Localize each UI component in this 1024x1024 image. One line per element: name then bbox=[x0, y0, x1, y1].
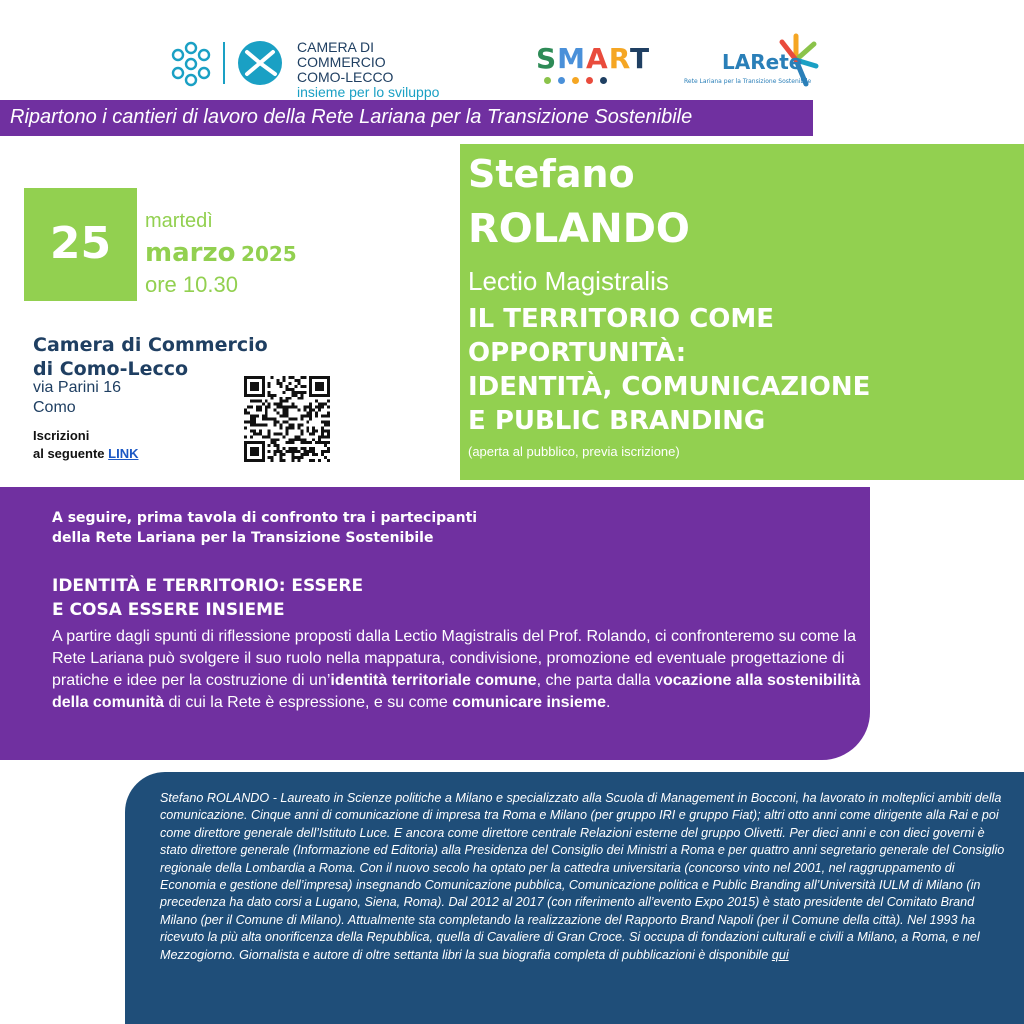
venue-city: Como bbox=[33, 399, 76, 416]
top-banner bbox=[0, 100, 813, 136]
event-weekday: martedì bbox=[145, 210, 213, 232]
chamber-logo-text bbox=[297, 40, 465, 100]
registration-line1: Iscrizioni bbox=[33, 428, 90, 443]
smart-letter: R bbox=[608, 42, 631, 75]
smart-dot bbox=[558, 77, 565, 84]
larete-logo bbox=[684, 32, 824, 92]
registration-line2-text: al seguente bbox=[33, 446, 105, 461]
roundtable-intro bbox=[52, 508, 477, 548]
roundtable-body-text: A partire dagli spunti di riflessione proposti dalla Lectio Magistralis del Prof. Rolando, ci confronteremo su come la Rete Lariana può svolgere il suo ruolo nella mappatura, condivisione, promozione ed eventuale progettazione di pratiche e idee per la costruzione di un’ bbox=[52, 628, 856, 689]
event-year: 2025 bbox=[241, 242, 297, 266]
date-box bbox=[24, 188, 137, 301]
smart-dot bbox=[572, 77, 579, 84]
registration-line2 bbox=[33, 445, 139, 463]
roundtable-body-bold: comunicare insieme bbox=[452, 694, 607, 711]
venue-address bbox=[33, 378, 121, 418]
venue-name-line2: di Como-Lecco bbox=[33, 358, 189, 380]
roundtable-body-text: di cui la Rete è espressione, e su come bbox=[164, 694, 453, 711]
roundtable-body-text: , che parta dalla v bbox=[536, 672, 663, 689]
venue-name-line1: Camera di Commercio bbox=[33, 334, 268, 356]
roundtable-body-text: . bbox=[606, 694, 611, 711]
chamber-logo bbox=[165, 36, 465, 100]
chamber-line1: CAMERA DI COMMERCIO bbox=[297, 39, 386, 70]
speaker-bio bbox=[160, 790, 1010, 964]
smart-dot bbox=[544, 77, 551, 84]
lecture-kind: Lectio Magistralis bbox=[468, 266, 669, 296]
roundtable-title bbox=[52, 574, 363, 622]
logo-divider bbox=[223, 42, 225, 84]
roundtable-body bbox=[52, 626, 867, 714]
larete-logo-subtitle: Rete Lariana per la Transizione Sostenibile bbox=[684, 78, 812, 85]
smart-dot bbox=[586, 77, 593, 84]
qr-code-icon[interactable] bbox=[244, 376, 330, 462]
lecture-title bbox=[468, 302, 1016, 438]
registration-info bbox=[33, 427, 139, 463]
roundtable-title-line1: IDENTITÀ E TERRITORIO: ESSERE bbox=[52, 576, 364, 596]
smart-logo-dots bbox=[536, 77, 622, 84]
event-time: ore 10.30 bbox=[145, 272, 238, 297]
banner-text: Ripartono i cantieri di lavoro della Rete Lariana per la Transizione Sostenibile bbox=[10, 106, 693, 128]
lecture-title-line: IL TERRITORIO COME bbox=[468, 304, 775, 334]
speaker-last-name: ROLANDO bbox=[468, 206, 690, 252]
roundtable-body-bold: ocazione alla sostenibilità della comunità bbox=[52, 672, 861, 711]
lecture-title-line: IDENTITÀ, COMUNICAZIONE bbox=[468, 372, 871, 402]
lecture-title-line: E PUBLIC BRANDING bbox=[468, 406, 766, 436]
lecture-note: (aperta al pubblico, previa iscrizione) bbox=[468, 444, 680, 459]
registration-link[interactable]: LINK bbox=[108, 446, 139, 461]
como-lecco-emblem-icon bbox=[237, 40, 283, 86]
smart-dot bbox=[600, 77, 607, 84]
smart-letter: S bbox=[536, 42, 558, 75]
event-month: marzo bbox=[145, 238, 236, 268]
chamber-emblem-icon bbox=[165, 38, 217, 90]
venue-name bbox=[33, 333, 313, 381]
smart-logo bbox=[536, 42, 651, 84]
roundtable-intro-line2: della Rete Lariana per la Transizione Sostenibile bbox=[52, 530, 434, 546]
speaker-bio-text: Stefano ROLANDO - Laureato in Scienze politiche a Milano e specializzato alla Scuola di Management in Bocconi, ha lavorato in molteplici ambiti della comunicazione. Cinque anni di comunicazione di impresa tra Roma e Milano (per gruppo IRI e gruppo Fiat); altri otto anni come dirigente alla Rai e poi come direttore generale dell’Istituto Luce. E ancora come direttore centrale Relazioni esterne del gruppo Olivetti. Per dieci anni e con dieci governi è stato direttore generale (Informazione ed Editoria) alla Presidenza del Consiglio dei Ministri a Roma e per quattro anni segretario generale del Consiglio regionale della Lombardia a Roma. Con il nuovo secolo ha optato per la cattedra universitaria (concorso vinto nel 2001, nel raggruppamento di Economia e gestione dell’impresa) insegnando Comunicazione pubblica, Comunicazione politica e Public Branding all’Università IULM di Milano (in precedenza ha dato corsi a Lugano, Siena, Roma). Dal 2012 al 2017 (con riferimento all’evento Expo 2015) è stato presidente del Comitato Brand Milano (per il Comune di Milano). Attualmente sta completando la realizzazione del Rapporto Brand Napoli (per il Comune della città). Nel 1993 ha ricevuto la più alta onorificenza della Repubblica, quella di Cavaliere di Gran Croce. Si occupa di fondazioni culturali e civili a Milano, a Roma, e nel Mezzogiorno. Giornalista e autore di oltre settanta libri la sua biografia completa di pubblicazioni è disponibile bbox=[160, 791, 1005, 962]
bio-link[interactable]: qui bbox=[771, 947, 789, 962]
lecture-title-line: OPPORTUNITÀ: bbox=[468, 338, 687, 368]
speaker-first-name: Stefano bbox=[468, 152, 635, 196]
roundtable-title-line2: E COSA ESSERE INSIEME bbox=[52, 600, 285, 620]
chamber-line2: COMO-LECCO bbox=[297, 69, 394, 85]
venue-street: via Parini 16 bbox=[33, 379, 122, 396]
event-month-year bbox=[145, 238, 297, 268]
smart-letter: M bbox=[557, 42, 587, 75]
roundtable-body-bold: identità territoriale comune bbox=[330, 672, 537, 689]
smart-logo-text bbox=[536, 42, 651, 75]
roundtable-intro-line1: A seguire, prima tavola di confronto tra i partecipanti bbox=[52, 510, 478, 526]
chamber-tagline: insieme per lo sviluppo bbox=[297, 84, 440, 100]
larete-logo-text: LARete bbox=[722, 50, 803, 74]
event-day: 25 bbox=[49, 218, 112, 269]
smart-letter: T bbox=[630, 42, 651, 75]
smart-letter: A bbox=[586, 42, 609, 75]
